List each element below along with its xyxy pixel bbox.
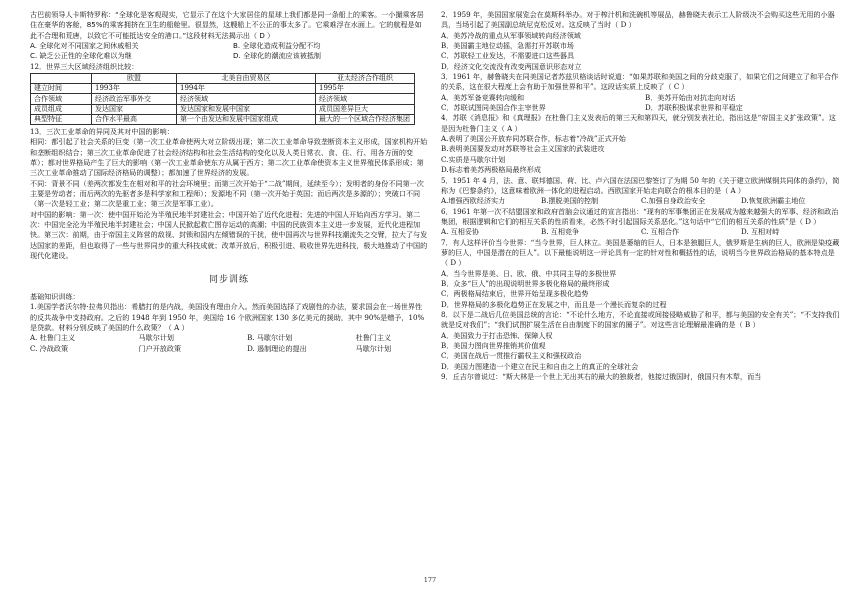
- question-7: 7．有人这样评价当今世界：“当今世界，巨人林立。美国是萎缩的巨人，日本是独腿巨人，俄罗斯是生病的巨人，欧洲是染疫藏萝的巨人，中国是潜在的巨人”。以下最能说明这一评论具有一定的针对性和概括性的话，说明当今世界政治格局的基本特点是（ D ）: [441, 237, 840, 268]
- option-c: C. 互相合作: [641, 227, 680, 237]
- quote-paragraph: 古巴前领导人卡斯特罗称：“全球化是客观现实，它显示了在这个大家居住的星球上我们都是同一条船上的乘客。一小撮乘客居住在豪华的客舱，85%的乘客拥挤在卫生的船舱里。很显然，这艘船上不公正的事太多了。它乘难浮在水面上。它的航程是如此不合理和荒唐，以致它不可能抵达安全的港口。”这段材料无法揭示出（ D ）: [30, 10, 424, 40]
- table-row: [31, 84, 415, 94]
- question-5: 5．1951 年 4 月，法、意、联邦德国、荷、比、卢六国在法国巴黎签订了为期 50 年的《关于建立欧洲煤钢共同体的条约》，简称为《巴黎条约》，这意味着欧洲一体化的进程启动。西欧国家开始走向联合的根本目的是（ A ）: [441, 175, 840, 195]
- page-number: 177: [423, 576, 437, 584]
- table-header-cell: [31, 74, 92, 84]
- option-c: C．苏联试图同美国合作主宰世界: [441, 103, 546, 113]
- option-a: A．当今世界是美、日、欧、俄、中共同主导的多极世界: [441, 268, 617, 278]
- option-d: D．美国力图建造一个建立在民主和自由之上的真正的全球社会: [441, 361, 639, 371]
- option-b: B. 马歇尔计划: [247, 333, 293, 343]
- option-b: B．美国霸主地位动摇，急需打开苏联市场: [441, 41, 574, 51]
- table-cell: 发达国家和发展中国家: [177, 104, 316, 114]
- option-a: A.表明了美国公开放弃同苏联合作，标志着“冷战”正式开始: [441, 134, 626, 144]
- table-cell: 1994年: [177, 84, 316, 94]
- option-c-second: 门户开放政策: [138, 343, 182, 353]
- table-cell: 建立时间: [31, 84, 92, 94]
- question-9: 9．丘吉尔曾说过：“斯大林是一个世上无出其右的最大的独裁者，他接过俄国时，俄国只有木犁，而当: [441, 372, 762, 382]
- table-cell: 成员国差异巨大: [316, 104, 415, 114]
- table-header-row: [31, 74, 415, 84]
- option-d: D. 全球化的潮流应该被抵制: [233, 51, 322, 61]
- option-a: A. 全球化对不同国家之间休戚相关: [30, 41, 139, 51]
- table-row: [31, 114, 415, 124]
- table-cell: 1995年: [316, 84, 415, 94]
- option-d: D. 遏制理论的提出: [247, 343, 307, 353]
- table-cell: 1993年: [92, 84, 177, 94]
- comparison-table: [30, 73, 415, 125]
- section-title: 同步训练: [208, 275, 249, 286]
- table-cell: 经济政治军事外交: [92, 94, 177, 104]
- option-d: D.标志着美苏两极格局最终形成: [441, 165, 541, 175]
- question-2: 2．1959 年，美国国家展览会在莫斯科举办。对于榨汁机和洗碗机等展品，赫鲁晓夫表示工人阶级决不会购买这些无用的小器具，当场引起了美国副总统尼克松反对。这反映了当时（ D ）: [441, 10, 835, 30]
- option-b: B．美国力图向世界推销其价值观: [441, 341, 546, 350]
- table-cell: 经济领域: [177, 94, 316, 104]
- option-a: A.增强西欧经济实力: [441, 196, 506, 206]
- option-d-second: 马歇尔计划: [355, 343, 392, 353]
- table-header-cell: 欧盟: [92, 74, 177, 84]
- option-d: D．苏联积极谋求世界和平稳定: [645, 103, 743, 113]
- option-a: A．美苏冷战的重点从军事领域转向经济领域: [441, 30, 581, 40]
- q13-paragraph: 对中国的影响：第一次：使中国开始沦为半殖民地半封建社会；中国开始了近代化进程；先进的中国人开始向西方学习。第二次：中国完全沦为半殖民地半封建社会；中国人民掀起救亡图存运动的高潮；中国的民族资本主义进一步发展，近代化进程加快。第三次：前期，由于帝国主义阵营的敌视、封锁和国内左倾错误的干扰，使中国再次与世界科技潮流失之交臂，拉大了与发达国家的差距，但也取得了一些与世界同步的重大科技成就；改革开放后，积极引进、吸收世界先进科技，极大地推动了中国的现代化建设。: [30, 209, 428, 261]
- question-6-options: [441, 227, 841, 237]
- option-c: C．两极格局结束后，世界开始呈现多极化趋势: [441, 289, 589, 299]
- question-6: 6．1961 年第一次不结盟国家和政府首脑会议通过的宣言指出：“现有的军事集团正在发展成为越来越强大的军事、经济和政治集团，根据逻辑和它们的相互关系的性质看来，必然不时引起国际关系恶化。”这句话中“它们的相互关系的性质”是（ D ）: [441, 206, 839, 226]
- option-b: B. 全球化造成利益分配不均: [233, 41, 321, 51]
- table-cell: 典型特征: [31, 114, 92, 124]
- option-b: B．众多“巨人”的出现说明世界多极化格局的最终形成: [441, 278, 610, 288]
- option-a: A. 互相妥协: [441, 227, 480, 237]
- q13-paragraph: 不同：背景不同（差两次都发生在相对和平的社会环境里；而第三次开始于“二战”期间，延续至今）；发明者的身份不同第一次主要是劳动者；而后两次的先驱者多是科学家和工程师）；发源地不同（第一次开始于英国；而后两次是多源的）；突破口不同（第一次是轻工业；第二次是重工业；第三次是军事工业）。: [30, 178, 424, 209]
- option-a-second: 马歇尔计划: [138, 333, 174, 343]
- question-5-options: [441, 196, 841, 206]
- q13-title: 13．三次工业革命的异同及其对中国的影响：: [30, 127, 174, 136]
- option-a: A．美国致力于打击恐怖、保障人权: [441, 330, 553, 340]
- option-d: D.恢复欧洲霸主地位: [741, 196, 806, 206]
- option-b: B.摆脱美国的控制: [541, 196, 599, 206]
- option-b-second: 杜鲁门主义: [355, 333, 392, 343]
- option-b: B.表明美国要发动对苏联等社会主义国家的武装进攻: [441, 144, 605, 154]
- question-1: 1.美国学者沃尔特·拉弗贝指出：希腊打的是内战，美国没有理由介入。然而美国选择了戏剧性的办法，要求国会在一场世界性的反共战争中支持政府。之后的 1948 年到 1950 年，美国给 16 个欧洲国家 130 多亿美元的援助，其中 90%是赠予，10%是贷款。材料分别反映了美国的什么政策？（ A ）: [30, 302, 425, 332]
- basic-training-label: 基础知识训练：: [30, 291, 80, 301]
- table-cell: 合作水平最高: [92, 114, 177, 124]
- table-header-cell: 亚太经济合作组织: [316, 74, 415, 84]
- question-4: 4．苏联《消息报》和《真理报》在杜鲁门主义发表后的第三天和第四天，就分别发表社论，指出这是“帝国主义扩张政策”。这是因为杜鲁门主义（ A ）: [441, 113, 836, 133]
- table-cell: 经济领域: [316, 94, 415, 104]
- question-3: 3．1961 年，赫鲁晓夫在同美国记者苏兹贝格谈话时说道：“如果苏联和美国之间的分歧克服了，如果它们之间建立了和平合作的关系，这在很大程度上会有助于加强世界和平”。这段话实质上反映了（ C ）: [441, 72, 839, 92]
- question-options: [30, 41, 428, 62]
- table-title: 12．世界三大区域经济组织比较：: [30, 61, 139, 71]
- left-column: [30, 10, 428, 354]
- table-cell: 发达国家: [92, 104, 177, 114]
- q13-paragraph: 相同：都引起了社会关系的巨变（第一次工业革命使两大对立阶级出现；第二次工业革命导致垄断资本主义形成，国家机构开始和垄断组织结合；第三次工业革命促进了社会经济结构和社会生活结构的变化以及人类日常衣、食、住、行、用各方面的变革）；都对世界格局产生了巨大的影响（第一次工业革命使东方从属于西方；第二次工业革命使资本主义世界殖民体系形成；第三次工业革命推动了国际经济格局的调整）；都加速了世界经济的发展。: [30, 137, 428, 178]
- table-cell: 合作领域: [31, 94, 92, 104]
- option-d: D．经济文化交流没有改变两国意识形态对立: [441, 61, 582, 71]
- option-b: B．美苏开始由对抗走向对话: [645, 92, 736, 102]
- question-1-options: [30, 333, 428, 354]
- option-b: B. 互相竞争: [541, 227, 580, 237]
- option-a: A. 杜鲁门主义: [30, 333, 76, 343]
- option-c: C．苏联轻工业发达，不需要进口这些器具: [441, 51, 575, 61]
- option-c: C. 缺乏公正性的全球化难以为继: [30, 51, 132, 61]
- table-cell: 最大的一个区域合作经济集团: [316, 114, 415, 124]
- option-c: C.实质是马歇尔计划: [441, 154, 506, 164]
- table-row: [31, 104, 415, 114]
- question-8: 8．以下是二战后几位美国总统的言论：“不论什么地方，不论直接或间接侵略威胁了和平，都与美国的安全有关”；“不支持我们就是反对我们”；“我们试图扩展生活在自由制度下的国家的圈子”。对这些言论理解最准确的是（ B ）: [441, 309, 840, 330]
- table-header-cell: 北美自由贸易区: [177, 74, 316, 84]
- question-3-options: [441, 93, 841, 114]
- table-cell: 第一个由发达和发展中国家组成: [177, 114, 316, 124]
- table-row: [31, 94, 415, 104]
- option-c: C. 冷战政策: [30, 343, 69, 353]
- right-column: [441, 10, 841, 382]
- option-c: C.加强自身政治安全: [641, 196, 706, 206]
- table-cell: 成员组成: [31, 104, 92, 114]
- option-d: D. 互相对峙: [741, 227, 780, 237]
- option-a: A．美苏军备竞赛转向缓和: [441, 92, 525, 102]
- option-d: D．世界格局的多极化趋势正在发展之中，而且是一个漫长而复杂的过程: [441, 299, 667, 309]
- option-c: C．美国在战后一贯推行霸权主义和强权政治: [441, 351, 582, 361]
